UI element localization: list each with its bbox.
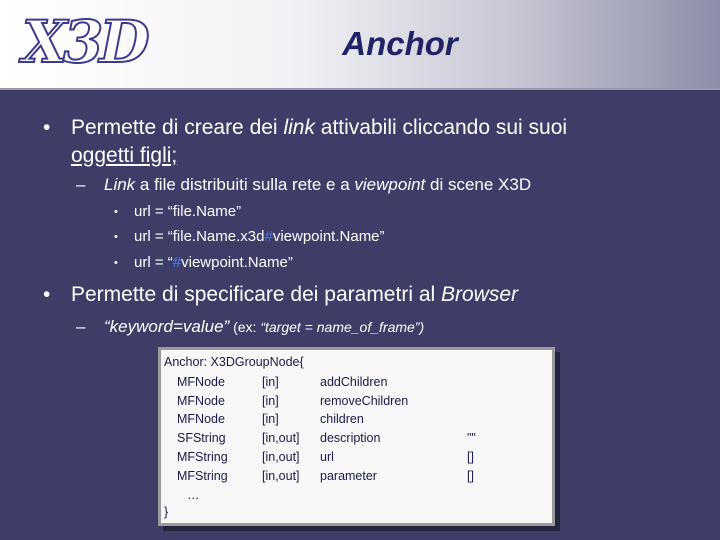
sub-bullet-1-mid: a file distribuiti sulla rete e a xyxy=(135,175,355,194)
url-item-dot: • xyxy=(114,231,118,243)
field-name: parameter xyxy=(320,469,377,483)
url-item-2 xyxy=(114,227,385,247)
sub-bullet-1-italic2: viewpoint xyxy=(354,175,426,194)
field-default: "" xyxy=(467,431,476,445)
sub-bullet-1 xyxy=(76,174,704,196)
title-bar xyxy=(0,0,720,90)
bullet-2 xyxy=(43,281,691,309)
bullet-1 xyxy=(43,114,691,170)
field-type: MFNode xyxy=(177,375,225,389)
sub-bullet-1-post: di scene X3D xyxy=(425,175,532,194)
field-type: SFString xyxy=(177,431,226,445)
bullet-2-browser-word: Browser xyxy=(441,283,519,306)
url-item-3-pre: url = “ xyxy=(134,254,173,271)
url-item-2-pre: url = “file.Name.x3d xyxy=(134,228,265,245)
field-name: description xyxy=(320,431,381,445)
sub-bullet-dash: – xyxy=(76,175,86,194)
field-access: [in,out] xyxy=(262,431,300,445)
bullet-1-link-word: link xyxy=(283,116,315,139)
url-item-2-post: viewpoint.Name” xyxy=(272,228,385,245)
sub-bullet-2-paren: (ex: xyxy=(229,319,261,335)
anchor-node-definition-box xyxy=(158,347,555,526)
field-name: children xyxy=(320,412,364,426)
field-access: [in,out] xyxy=(262,450,300,464)
field-type: MFString xyxy=(177,469,228,483)
code-close-brace: } xyxy=(164,505,169,519)
bullet-dot: • xyxy=(43,283,51,306)
field-name: url xyxy=(320,450,334,464)
bullet-1-text-post: attivabili cliccando sui suoi xyxy=(314,116,568,139)
field-type: MFNode xyxy=(177,394,225,408)
code-ellipsis: … xyxy=(187,488,200,502)
slide-title: Anchor xyxy=(342,25,458,62)
sub-bullet-2-keyword: “keyword=value” xyxy=(104,317,230,336)
bullet-dot: • xyxy=(43,116,51,139)
url-item-3 xyxy=(114,253,293,273)
x3d-logo: X3D xyxy=(22,8,146,76)
url-item-dot: • xyxy=(114,206,118,218)
url-item-3-hash: # xyxy=(172,254,182,271)
field-access: [in,out] xyxy=(262,469,300,483)
field-access: [in] xyxy=(262,394,279,408)
field-name: addChildren xyxy=(320,375,388,389)
field-access: [in] xyxy=(262,375,279,389)
sub-bullet-1-italic1: Link xyxy=(104,175,136,194)
bullet-1-text-line2: oggetti figli; xyxy=(71,144,178,167)
sub-bullet-2-example: “target = name_of_frame”) xyxy=(260,319,425,335)
bullet-2-text-pre: Permette di specificare dei parametri al xyxy=(71,283,441,306)
bullet-1-text-pre: Permette di creare dei xyxy=(71,116,284,139)
field-type: MFString xyxy=(177,450,228,464)
field-name: removeChildren xyxy=(320,394,409,408)
field-default: [] xyxy=(467,469,474,483)
field-type: MFNode xyxy=(177,412,225,426)
url-item-1 xyxy=(114,202,242,222)
url-item-3-post: viewpoint.Name” xyxy=(181,254,293,271)
code-header: Anchor: X3DGroupNode{ xyxy=(164,355,304,369)
sub-bullet-dash: – xyxy=(76,317,86,336)
url-item-dot: • xyxy=(114,257,118,269)
sub-bullet-2 xyxy=(76,316,704,338)
field-access: [in] xyxy=(262,412,279,426)
url-item-2-hash: # xyxy=(264,228,273,245)
field-default: [] xyxy=(467,450,474,464)
url-item-1-text: url = “file.Name” xyxy=(134,203,242,220)
